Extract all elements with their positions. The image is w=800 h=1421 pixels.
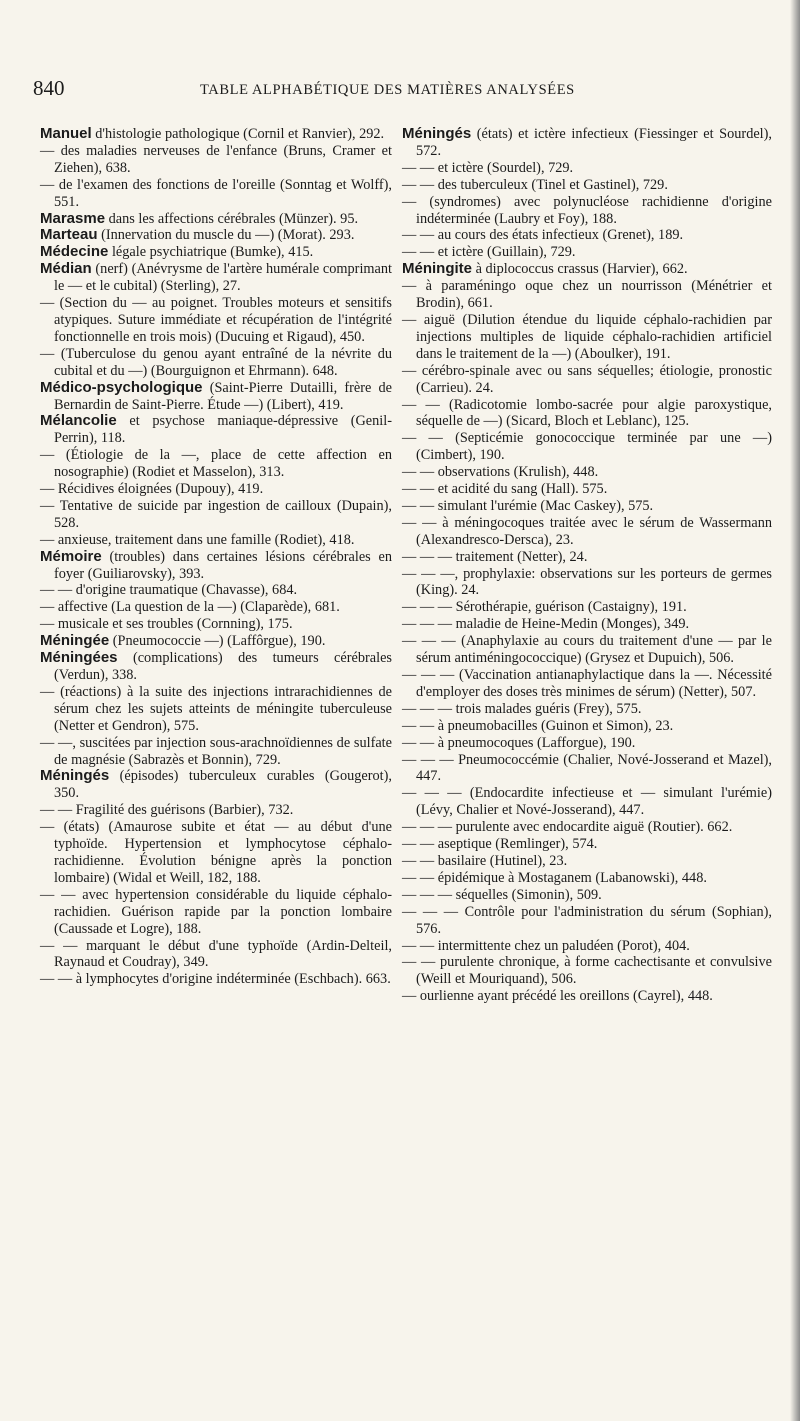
index-entry <box>402 363 772 397</box>
entry-text: (Saint-Pierre Dutailli, frère de Bernardin de Saint-Pierre. Étude —) (Libert), 419. <box>54 379 393 413</box>
entry-text: d'histologie pathologique (Cornil et Ranvier), 292. <box>95 126 385 142</box>
page-header <box>0 76 800 110</box>
index-entry <box>40 126 392 143</box>
entry-text: — (syndromes) avec polynucléose rachidienne d'origine indéterminée (Laubry et Foy), 188. <box>402 193 772 227</box>
entry-text: — (réactions) à la suite des injections intrarachidiennes de sérum chez les sujets atteints de méningite tuberculeuse (Netter et Gendron), 575. <box>40 683 392 734</box>
entry-text: — — à pneumocoques (Lafforgue), 190. <box>402 734 636 751</box>
index-entry <box>40 346 392 380</box>
entry-text: — (Section du — au poignet. Troubles moteurs et sensitifs atypiques. Suture immédiate et récupération de l'intégrité fonctionnelle en trois mois) (Ducuing et Rigaud), 450. <box>40 295 392 345</box>
entry-text: — — — (Anaphylaxie au cours du traitement d'une — par le sérum antiméningococcique) (Grysez et Dupuich), 506. <box>402 633 772 667</box>
index-entry <box>402 397 772 431</box>
index-entry <box>40 143 392 177</box>
entry-text: — — — trois malades guéris (Frey), 575. <box>402 700 642 717</box>
entry-text: — — purulente chronique, à forme cachectisante et convulsive (Weill et Mouriquand), 506. <box>402 954 772 988</box>
entry-headword: Marasme <box>40 209 106 227</box>
entry-text: (Innervation du muscle du —) (Morat). 293. <box>101 227 355 244</box>
index-entry <box>402 785 772 819</box>
index-entry <box>40 380 392 414</box>
index-entry <box>40 532 392 549</box>
entry-text: — —, suscitées par injection sous-arachnoïdiennes de sulfate de magnésie (Sabrazès et Bonnin), 729. <box>40 734 392 768</box>
entry-text: — — épidémique à Mostaganem (Labanowski), 448. <box>402 869 707 886</box>
entry-headword: Mémoire <box>40 547 102 565</box>
entry-headword: Médian <box>40 260 92 278</box>
entry-headword: Mélancolie <box>40 412 117 430</box>
index-entry <box>40 582 392 599</box>
left-column <box>40 126 392 988</box>
index-entry <box>40 261 392 295</box>
entry-text: — — (Septicémie gonococcique terminée par une —) (Cimbert), 190. <box>402 430 772 464</box>
entry-text: — — d'origine traumatique (Chavasse), 684. <box>40 582 298 599</box>
entry-text: à diplococcus crassus (Harvier), 662. <box>475 261 688 278</box>
entry-text: — — basilaire (Hutinel), 23. <box>402 852 568 869</box>
entry-text: — — — (Endocardite infectieuse et — simulant l'urémie) (Lévy, Chalier et Nové-Josserand), 447. <box>402 785 772 819</box>
index-entry <box>402 177 772 194</box>
entry-text: — à paraméningo oque chez un nourrisson (Ménétrier et Brodin), 661. <box>402 278 772 312</box>
page-number: 840 <box>33 76 65 100</box>
entry-headword: Méningées <box>40 649 118 667</box>
entry-text: — — à lymphocytes d'origine indéterminée (Eschbach). 663. <box>40 971 391 988</box>
right-column <box>402 126 772 1005</box>
index-entry <box>40 244 392 261</box>
entry-text: — — aseptique (Remlinger), 574. <box>402 836 598 853</box>
entry-text: légale psychiatrique (Bumke), 415. <box>111 244 314 261</box>
index-entry <box>402 718 772 735</box>
running-title: TABLE ALPHABÉTIQUE DES MATIÈRES ANALYSÉES <box>200 82 575 98</box>
index-entry <box>402 515 772 549</box>
index-entry <box>402 160 772 177</box>
entry-headword: Manuel <box>40 125 92 142</box>
entry-headword: Méningite <box>402 260 472 278</box>
index-entry <box>40 447 392 481</box>
entry-text: — — — séquelles (Simonin), 509. <box>402 886 602 903</box>
entry-text: — musicale et ses troubles (Cornning), 175. <box>40 616 293 633</box>
index-entry <box>402 904 772 938</box>
index-entry <box>40 616 392 633</box>
entry-text: — (états) (Amaurose subite et état — au début d'une typhoïde. Hypertension et lymphocytose céphalo-rachidienne. Évolution bénigne après la ponction lombaire) (Widal et Weill, 182, 188. <box>40 819 392 886</box>
entry-text: — — à pneumobacilles (Guinon et Simon), 23. <box>402 717 674 734</box>
index-entry <box>40 735 392 769</box>
entry-text: dans les affections cérébrales (Münzer). 95. <box>108 210 359 227</box>
index-entry <box>402 566 772 600</box>
index-entry <box>40 599 392 616</box>
entry-text: — Tentative de suicide par ingestion de cailloux (Dupain), 528. <box>40 497 392 531</box>
index-entry <box>402 464 772 481</box>
index-entry <box>40 887 392 938</box>
index-entry <box>402 701 772 718</box>
index-entry <box>402 312 772 363</box>
index-entry <box>40 211 392 228</box>
index-entry <box>40 498 392 532</box>
entry-text: — — observations (Krulish), 448. <box>402 464 599 481</box>
index-entry <box>40 295 392 346</box>
entry-text: (Pneumococcie —) (Laffôrgue), 190. <box>112 633 326 650</box>
entry-text: (nerf) (Anévrysme de l'artère humérale comprimant le — et le cubital) (Sterling), 27. <box>54 261 393 295</box>
entry-text: — — marquant le début d'une typhoïde (Ardin-Delteil, Raynaud et Coudray), 349. <box>40 937 392 971</box>
entry-text: — des maladies nerveuses de l'enfance (Bruns, Cramer et Ziehen), 638. <box>40 142 392 176</box>
index-entry <box>402 735 772 752</box>
entry-text: — — (Radicotomie lombo-sacrée pour algie paroxystique, séquelle de —) (Sicard, Bloch et Leblanc), 125. <box>402 396 772 430</box>
index-entry <box>402 954 772 988</box>
entry-text: — Récidives éloignées (Dupouy), 419. <box>40 481 264 498</box>
entry-text: — — simulant l'urémie (Mac Caskey), 575. <box>402 497 654 514</box>
index-entry <box>402 988 772 1005</box>
index-entry <box>402 752 772 786</box>
entry-headword: Médico-psychologique <box>40 378 203 396</box>
entry-text: — — intermittente chez un paludéen (Porot), 404. <box>402 937 690 954</box>
index-entry <box>40 549 392 583</box>
entry-text: — — — Contrôle pour l'administration du sérum (Sophian), 576. <box>402 903 772 937</box>
index-entry <box>402 870 772 887</box>
index-entry <box>40 971 392 988</box>
index-entry <box>402 227 772 244</box>
entry-text: — anxieuse, traitement dans une famille (Rodiet), 418. <box>40 531 355 548</box>
index-entry <box>40 177 392 211</box>
entry-text: — — — Sérothérapie, guérison (Castaigny), 191. <box>402 599 687 616</box>
index-entry <box>402 887 772 904</box>
index-entry <box>402 194 772 228</box>
entry-text: (épisodes) tuberculeux curables (Gougerot), 350. <box>54 768 392 802</box>
entry-text: — affective (La question de la —) (Claparède), 681. <box>40 599 340 616</box>
index-entry <box>402 616 772 633</box>
entry-text: (troubles) dans certaines lésions cérébrales en foyer (Guiliarovsky), 393. <box>54 548 392 582</box>
index-entry <box>402 633 772 667</box>
entry-text: — cérébro-spinale avec ou sans séquelles; étiologie, pronostic (Carrieu). 24. <box>402 362 772 396</box>
index-entry <box>402 278 772 312</box>
entry-text: — — et acidité du sang (Hall). 575. <box>402 481 608 498</box>
index-entry <box>402 599 772 616</box>
index-entry <box>402 126 772 160</box>
index-entry <box>402 853 772 870</box>
entry-text: — — — purulente avec endocardite aiguë (Routier). 662. <box>402 819 733 836</box>
entry-text: et psychose maniaque-dépressive (Genil-Perrin), 118. <box>54 413 392 447</box>
entry-text: — — — maladie de Heine-Medin (Monges), 349. <box>402 616 690 633</box>
index-entry <box>402 244 772 261</box>
entry-text: — — et ictère (Sourdel), 729. <box>402 159 574 176</box>
index-entry <box>40 802 392 819</box>
index-entry <box>40 481 392 498</box>
entry-text: — (Tuberculose du genou ayant entraîné de la névrite du cubital et du —) (Bourguignon et Ehrmann). 648. <box>40 345 392 379</box>
index-entry <box>402 549 772 566</box>
index-entry <box>402 819 772 836</box>
index-entry <box>40 227 392 244</box>
entry-text: — de l'examen des fonctions de l'oreille (Sonntag et Wolff), 551. <box>40 176 392 210</box>
entry-headword: Méningés <box>40 767 110 785</box>
index-entry <box>40 650 392 684</box>
entry-text: — — à méningocoques traitée avec le sérum de Wassermann (Alexandresco-Dersca), 23. <box>402 514 772 548</box>
entry-text: — — — Pneumococcémie (Chalier, Nové-Josserand et Mazel), 447. <box>402 751 772 785</box>
index-entry <box>402 938 772 955</box>
index-entry <box>40 684 392 735</box>
entry-text: (états) et ictère infectieux (Fiessinger et Sourdel), 572. <box>416 126 772 159</box>
entry-headword: Méningée <box>40 632 110 650</box>
entry-text: (complications) des tumeurs cérébrales (Verdun), 338. <box>54 650 392 683</box>
entry-text: — — — traitement (Netter), 24. <box>402 548 588 565</box>
entry-text: — — Fragilité des guérisons (Barbier), 732. <box>40 802 294 819</box>
index-entry <box>402 261 772 278</box>
entry-text: — — — (Vaccination antianaphylactique dans la —. Nécessité d'employer des doses très minimes de sérum) (Netter), 507. <box>402 667 772 700</box>
entry-text: — aiguë (Dilution étendue du liquide céphalo-rachidien par injections multiples de liquide céphalo-rachidien artificiel dans le traitement de la —) (Aboulker), 191. <box>402 311 772 362</box>
index-entry <box>402 481 772 498</box>
index-entry <box>402 667 772 701</box>
entry-headword: Médecine <box>40 243 109 261</box>
page-edge-shadow <box>790 0 800 1421</box>
entry-text: — ourlienne ayant précédé les oreillons (Cayrel), 448. <box>402 988 713 1005</box>
index-entry <box>40 413 392 447</box>
index-entry <box>40 768 392 802</box>
entry-text: — — —, prophylaxie: observations sur les porteurs de germes (King). 24. <box>402 565 772 599</box>
entry-text: — (Étiologie de la —, place de cette affection en nosographie) (Rodiet et Masselon), 313. <box>40 447 392 481</box>
entry-headword: Marteau <box>40 226 98 244</box>
index-entry <box>402 430 772 464</box>
entry-text: — — et ictère (Guillain), 729. <box>402 244 576 261</box>
index-entry <box>40 633 392 650</box>
index-entry <box>40 938 392 972</box>
entry-text: — — avec hypertension considérable du liquide céphalo-rachidien. Guérison rapide par la ponction lombaire (Caussade et Logre), 188. <box>40 886 392 937</box>
entry-text: — — des tuberculeux (Tinel et Gastinel), 729. <box>402 176 668 193</box>
entry-text: — — au cours des états infectieux (Grenet), 189. <box>402 227 684 244</box>
index-entry <box>40 819 392 887</box>
index-entry <box>402 498 772 515</box>
entry-headword: Méningés <box>402 125 472 142</box>
index-entry <box>402 836 772 853</box>
